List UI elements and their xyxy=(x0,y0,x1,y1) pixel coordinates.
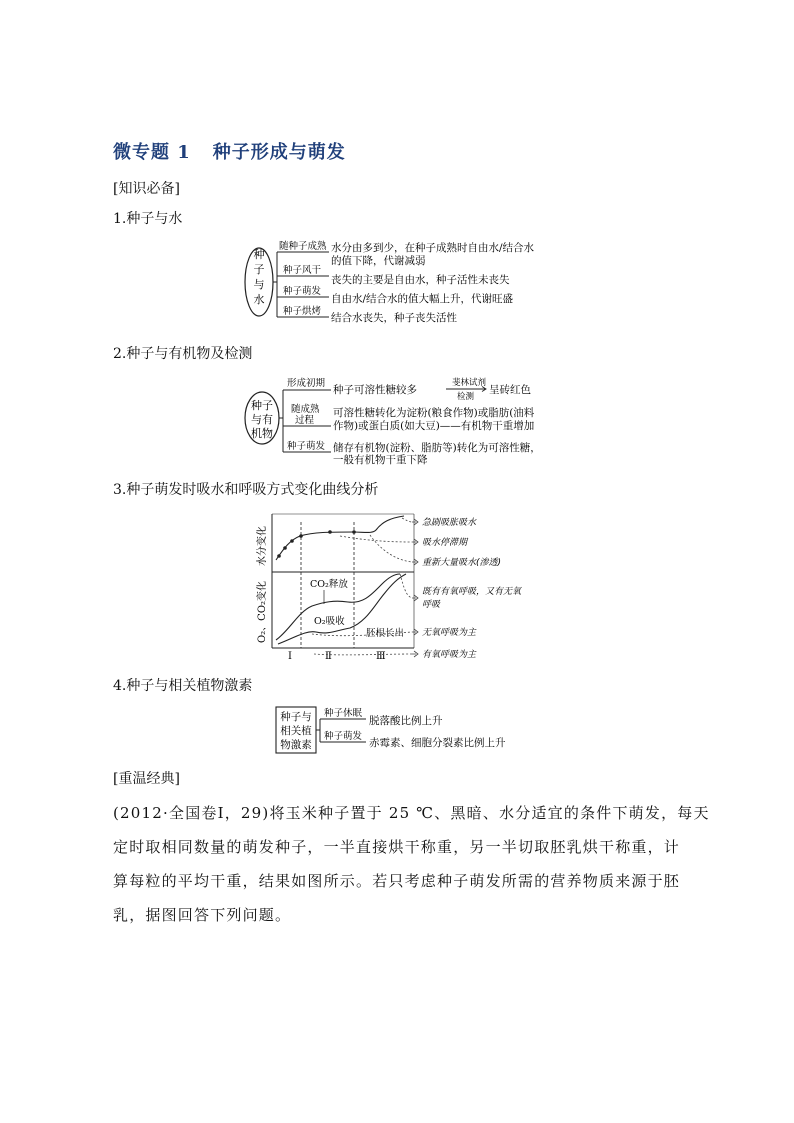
section2-heading: 2.种子与有机物及检测 xyxy=(113,346,253,362)
box-line-2: 相关植 xyxy=(280,725,312,737)
row1-label: 随种子成熟 xyxy=(279,241,327,252)
organic-diagram xyxy=(243,372,563,467)
root-label: 胚根长出 xyxy=(366,628,405,639)
problem-line-3: 算每粒的平均干重，结果如图所示。若只考虑种子萌发所需的营养物质来源于胚 xyxy=(113,872,681,890)
water-point-2 xyxy=(283,546,287,550)
co2-label: CO₂释放 xyxy=(310,579,348,590)
center-line-2: 与有 xyxy=(251,413,273,426)
box-line-1: 种子与 xyxy=(280,711,312,723)
row1-label: 种子休眠 xyxy=(324,708,363,719)
stage-3: Ⅲ xyxy=(376,651,386,662)
center-line-3: 机物 xyxy=(251,427,273,440)
row2-text: 赤霉素、细胞分裂素比例上升 xyxy=(369,737,506,749)
water-point-5 xyxy=(328,530,332,534)
stage-1: Ⅰ xyxy=(288,651,292,662)
problem-line-2: 定时取相同数量的萌发种子，一半直接烘干称重，另一半切取胚乳烘干称重，计 xyxy=(113,838,681,856)
row3-label: 种子萌发 xyxy=(283,286,322,297)
title-main: 种子形成与萌发 xyxy=(212,142,346,163)
note-2: 吸水停滞期 xyxy=(422,538,468,548)
leader-3 xyxy=(370,535,412,562)
arrow-bottom-label: 检测 xyxy=(457,392,475,402)
row2-label: 种子风干 xyxy=(283,265,322,276)
water-curve xyxy=(276,516,404,560)
center-char-3: 与 xyxy=(253,278,265,291)
note-7: 有氧呼吸为主 xyxy=(422,650,477,660)
title-prefix: 微专题 1 xyxy=(113,142,191,163)
note-6: 无氧呼吸为主 xyxy=(422,628,477,638)
row1-label: 形成初期 xyxy=(287,378,326,389)
row3-text2: 一般有机物干重下降 xyxy=(333,454,428,466)
o2-label: O₂吸收 xyxy=(314,616,345,627)
center-char-1: 种 xyxy=(253,248,265,261)
center-char-2: 子 xyxy=(253,263,265,276)
stage-2: Ⅱ xyxy=(325,651,332,662)
row2-label: 种子萌发 xyxy=(324,731,363,742)
knowledge-header: [知识必备] xyxy=(113,181,180,197)
problem-line-1: (2012·全国卷Ⅰ，29)将玉米种子置于 25 ℃、黑暗、水分适宜的条件下萌发，每天 xyxy=(113,804,710,822)
y-label-bottom: O₂、CO₂变化 xyxy=(257,580,268,644)
hormone-diagram xyxy=(274,705,534,757)
note-1: 急剧吸胀吸水 xyxy=(422,518,477,528)
center-char-4: 水 xyxy=(253,293,265,306)
arrow-top-label: 斐林试剂 xyxy=(452,378,487,388)
section1-heading: 1.种子与水 xyxy=(113,211,183,227)
water-diagram xyxy=(240,235,570,330)
row3-text: 自由水/结合水的值大幅上升，代谢旺盛 xyxy=(331,293,514,305)
page-title xyxy=(113,138,346,164)
row4-text: 结合水丧失，种子丧失活性 xyxy=(331,312,457,324)
row1-text2: 的值下降，代谢减弱 xyxy=(331,255,426,267)
problem-line-4: 乳，据图回答下列问题。 xyxy=(113,906,292,924)
leader-1 xyxy=(402,518,412,522)
section3-heading: 3.种子萌发时吸水和呼吸方式变化曲线分析 xyxy=(113,482,379,498)
row1-text-b: 呈砖红色 xyxy=(489,384,531,396)
arrowheads xyxy=(414,519,418,657)
row2-text2: 作物)或蛋白质(如大豆)——有机物干重增加 xyxy=(333,420,535,432)
water-point-3 xyxy=(290,539,294,543)
germination-curve-figure xyxy=(254,508,554,663)
center-line-1: 种子 xyxy=(251,399,273,412)
row3-label: 种子萌发 xyxy=(287,441,326,452)
note-4: 既有有氧呼吸，又有无氧 xyxy=(422,587,522,597)
water-point-1 xyxy=(277,554,281,558)
y-label-top: 水分变化 xyxy=(257,526,268,566)
box-line-3: 物激素 xyxy=(280,739,312,751)
section4-heading: 4.种子与相关植物激素 xyxy=(113,678,253,694)
leader-2 xyxy=(340,536,412,542)
row1-text-a: 种子可溶性糖较多 xyxy=(333,384,417,396)
classic-header: [重温经典] xyxy=(113,771,180,787)
row2-label-2: 过程 xyxy=(295,415,315,426)
row4-label: 种子烘烤 xyxy=(283,306,322,317)
row2-text1: 可溶性糖转化为淀粉(粮食作物)或脂肪(油料 xyxy=(333,407,535,419)
note-3: 重新大量吸水(渗透) xyxy=(422,558,502,568)
row3-text1: 储存有机物(淀粉、脂肪等)转化为可溶性糖， xyxy=(333,442,541,454)
leader-4 xyxy=(400,574,412,598)
note-5: 呼吸 xyxy=(422,600,441,610)
row2-label-1: 随成熟 xyxy=(291,404,320,415)
row1-text: 脱落酸比例上升 xyxy=(369,715,443,727)
row2-text: 丧失的主要是自由水，种子活性未丧失 xyxy=(331,274,510,286)
row1-text1: 水分由多到少，在种子成熟时自由水/结合水 xyxy=(331,242,535,254)
